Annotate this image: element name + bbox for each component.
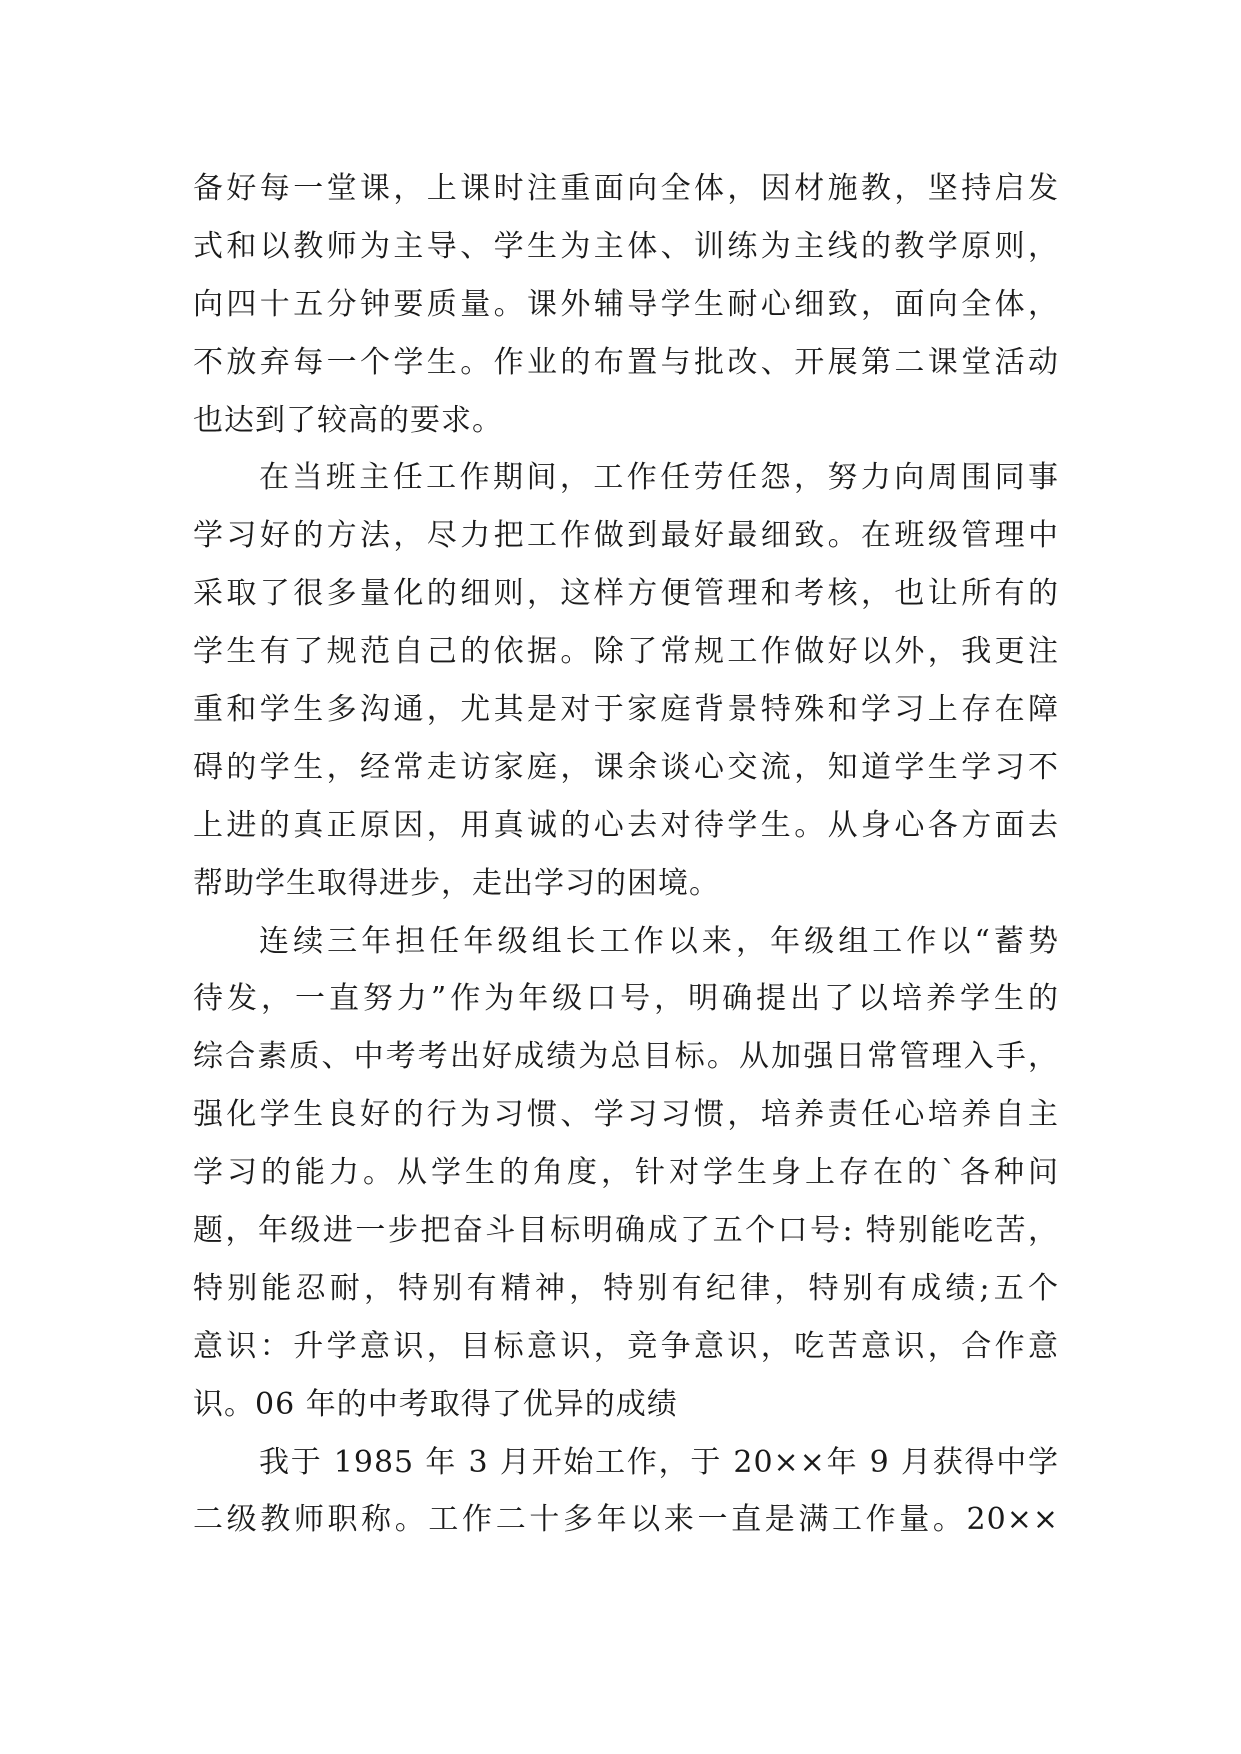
text-line: 也达到了较高的要求。 — [193, 402, 503, 438]
text-line: 式和以教师为主导、学生为主体、训练为主线的教学原则， — [193, 228, 1059, 264]
text-line: 学生有了规范自己的依据。除了常规工作做好以外，我更注 — [193, 634, 1059, 670]
text-line: 不放弃每一个学生。作业的布置与批改、开展第二课堂活动 — [193, 344, 1059, 380]
text-line: 碍的学生，经常走访家庭，课余谈心交流，知道学生学习不 — [193, 749, 1059, 785]
text-line: 二级教师职称。工作二十多年以来一直是满工作量。20×× — [193, 1502, 1059, 1538]
text-line: 向四十五分钟要质量。课外辅导学生耐心细致，面向全体， — [193, 286, 1059, 322]
text-line: 学习好的方法，尽力把工作做到最好最细致。在班级管理中 — [193, 518, 1059, 554]
text-line: 特别能忍耐，特别有精神，特别有纪律，特别有成绩;五个 — [193, 1270, 1059, 1306]
text-line: 连续三年担任年级组长工作以来，年级组工作以“蓄势 — [259, 923, 1059, 959]
text-line: 在当班主任工作期间，工作任劳任怨，努力向周围同事 — [259, 460, 1059, 496]
text-line: 学习的能力。从学生的角度，针对学生身上存在的`各种问 — [193, 1155, 1059, 1191]
paragraph-1 — [193, 160, 1059, 449]
paragraph-3 — [193, 913, 1059, 1434]
text-line: 帮助学生取得进步，走出学习的困境。 — [193, 865, 720, 901]
text-line: 重和学生多沟通，尤其是对于家庭背景特殊和学习上存在障 — [193, 692, 1059, 728]
text-line: 上进的真正原因，用真诚的心去对待学生。从身心各方面去 — [193, 807, 1059, 843]
text-line: 题，年级进一步把奋斗目标明确成了五个口号: 特别能吃苦， — [193, 1213, 1059, 1249]
text-line: 我于 1985 年 3 月开始工作，于 20××年 9 月获得中学 — [259, 1444, 1059, 1480]
text-line: 采取了很多量化的细则，这样方便管理和考核，也让所有的 — [193, 576, 1059, 612]
text-line: 待发，一直努力”作为年级口号，明确提出了以培养学生的 — [193, 981, 1059, 1017]
text-line: 强化学生良好的行为习惯、学习习惯，培养责任心培养自主 — [193, 1097, 1059, 1133]
body-text — [193, 160, 1059, 1549]
text-line: 识。06 年的中考取得了优异的成绩 — [193, 1386, 678, 1422]
text-line: 综合素质、中考考出好成绩为总目标。从加强日常管理入手， — [193, 1039, 1059, 1075]
text-line: 意识：升学意识，目标意识，竞争意识，吃苦意识，合作意 — [193, 1328, 1059, 1364]
text-line: 备好每一堂课，上课时注重面向全体，因材施教，坚持启发 — [193, 171, 1059, 206]
paragraph-2 — [193, 449, 1059, 912]
paragraph-4 — [193, 1434, 1059, 1550]
